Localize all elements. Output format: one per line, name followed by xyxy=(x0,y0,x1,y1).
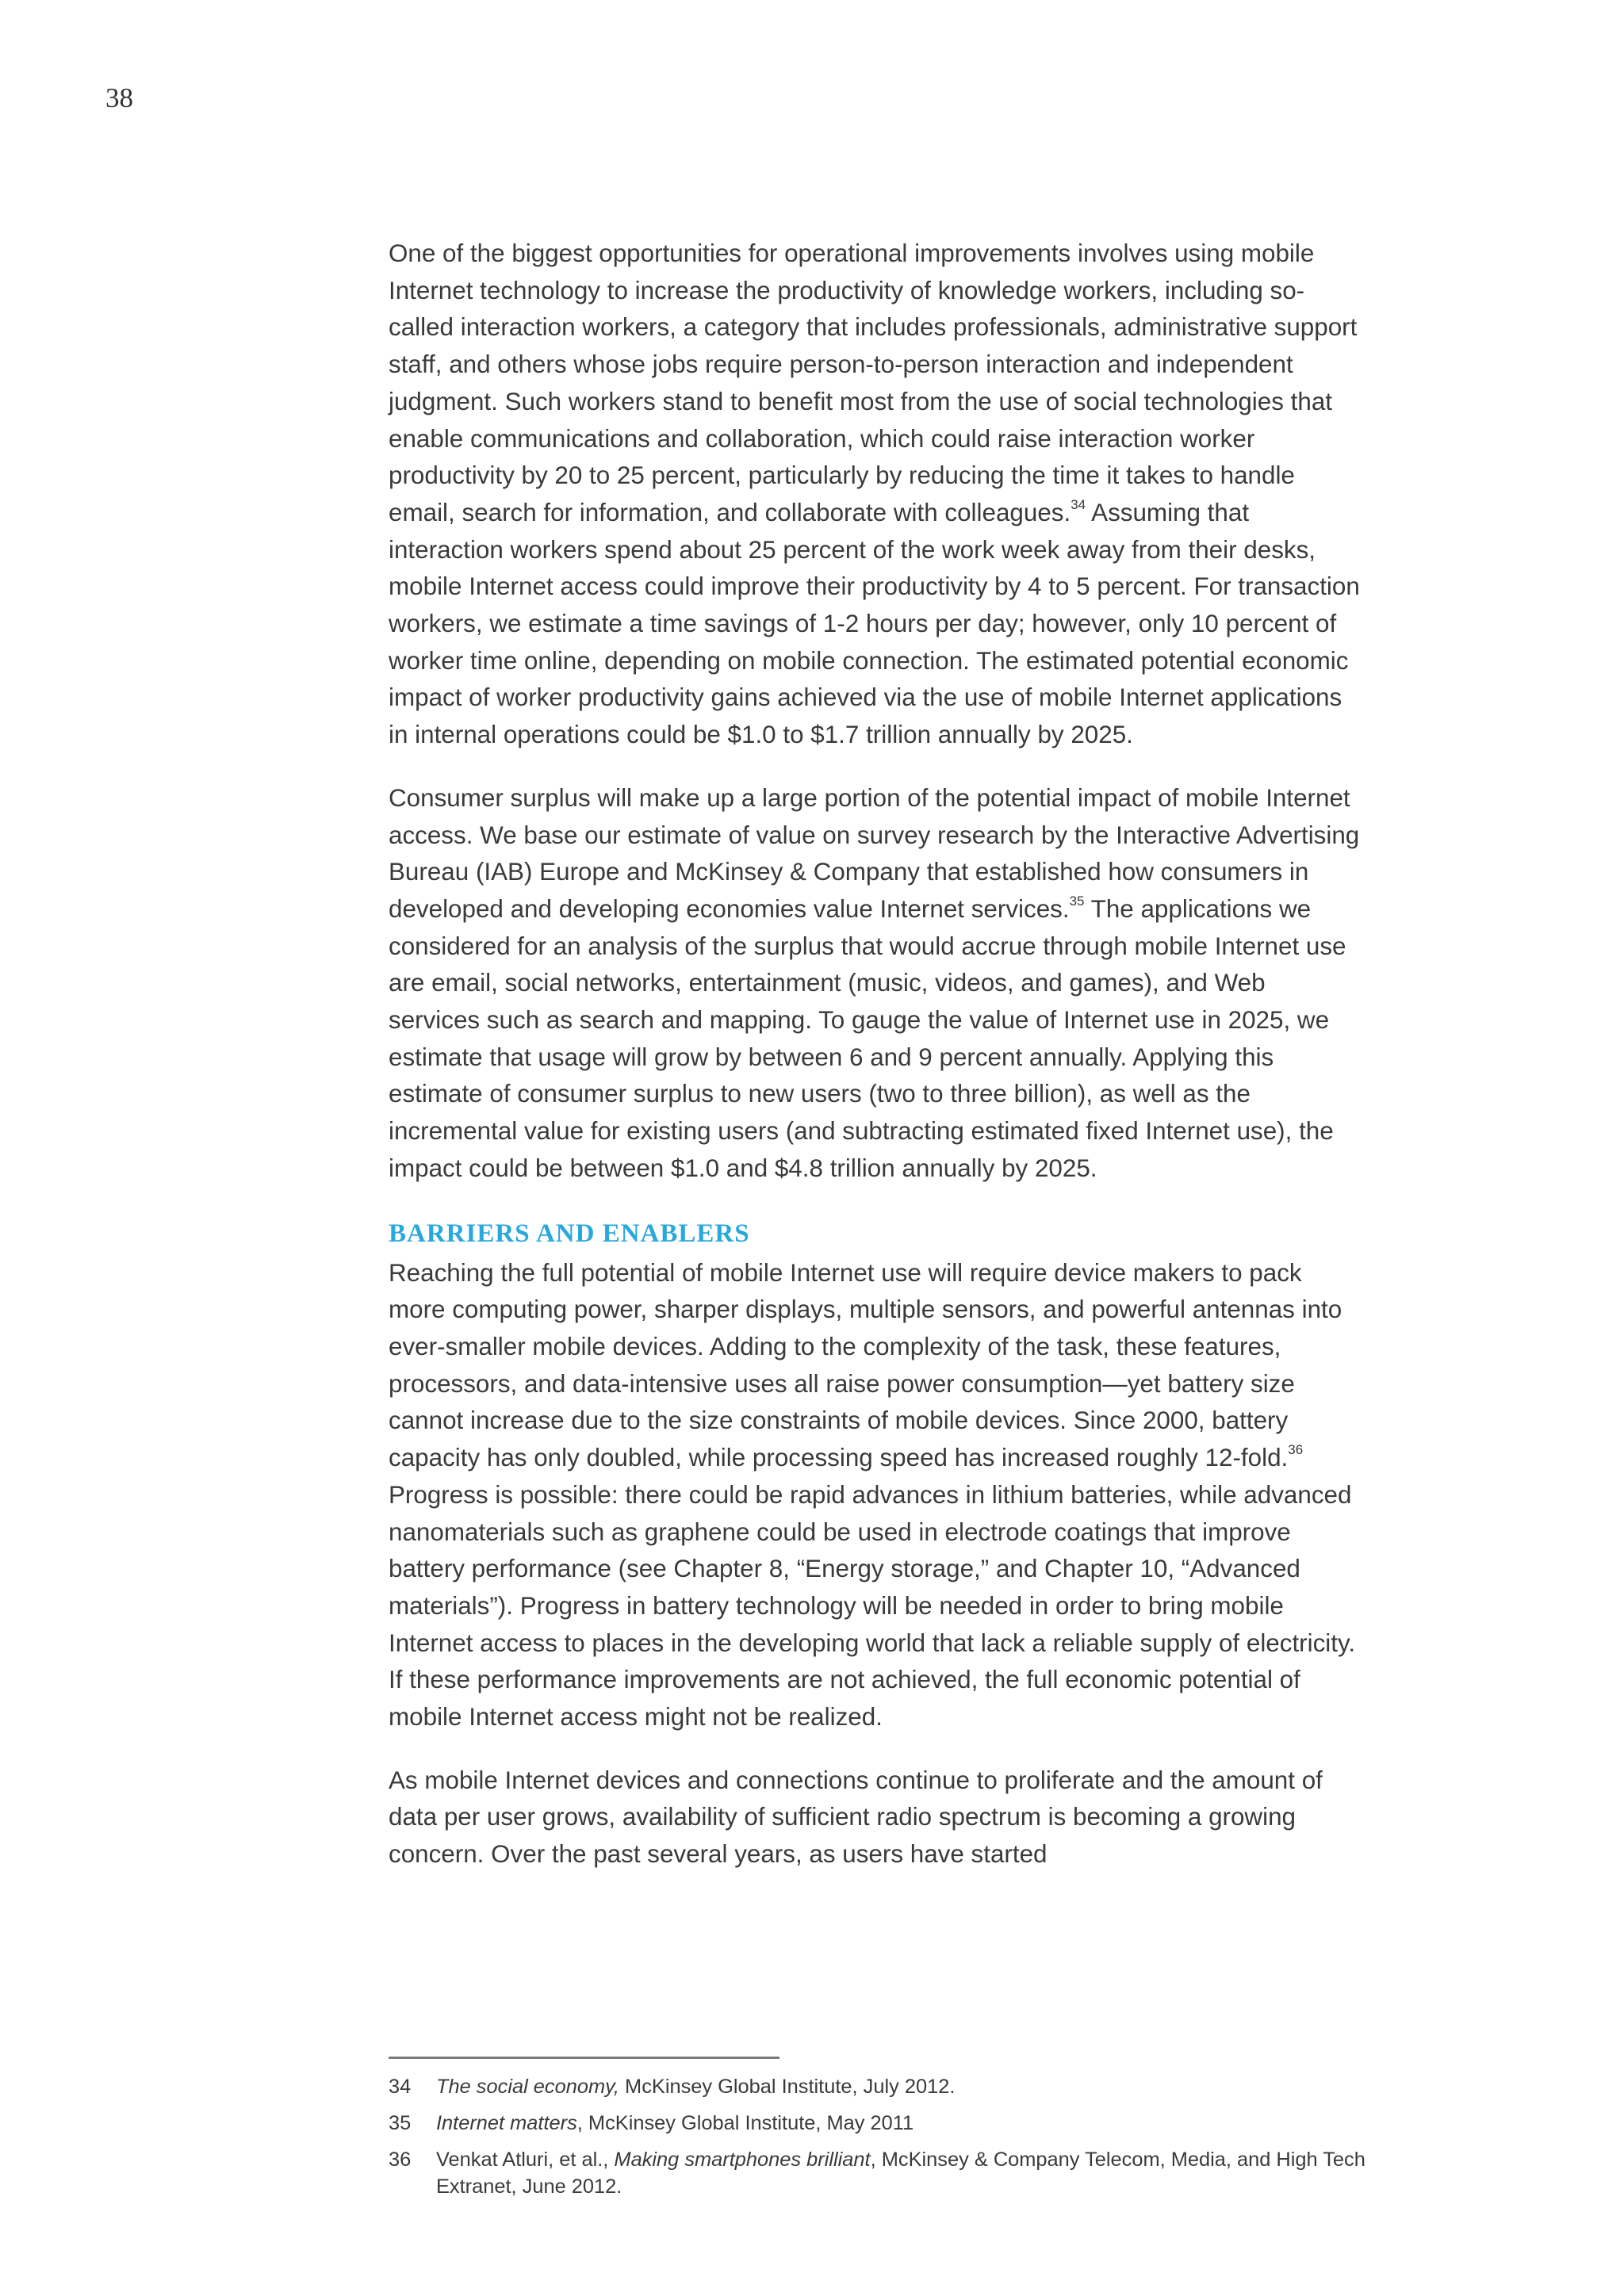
paragraph-text: The applications we considered for an analysis of the surplus that would accrue through mobile Internet use are email, social networks, entertainment (music, videos, and games), and Web services such as search and mapping. To gauge the value of Internet use in 2025, we estimate that usage will grow by between 6 and 9 percent annually. Applying this estimate of consumer surplus to new users (two to three billion), as well as the incremental value for existing users (and subtracting estimated fixed Internet use), the impact could be between $1.0 and $4.8 trillion annually by 2025. xyxy=(389,894,1346,1182)
body-paragraph-4: As mobile Internet devices and connections continue to proliferate and the amount of data per user grows, availability of sufficient radio spectrum is becoming a growing concern. Over the past several years, as users have started xyxy=(389,1766,1323,1869)
footnote-source: , McKinsey & Company Telecom, Media, and High Tech Extranet, June 2012. xyxy=(436,2149,1365,2198)
footnotes xyxy=(389,2073,1380,2210)
paragraph-text: Consumer surplus will make up a large portion of the potential impact of mobile Internet access. We base our estimate of value on survey research by the Interactive Advertising Bureau (IAB) Europe and McKinsey & Company that established how consumers in developed and developing economies value Internet services. xyxy=(389,783,1360,923)
body-paragraph-2 xyxy=(389,780,1360,1188)
paragraph-text: Reaching the full potential of mobile Internet use will require device makers to pack more computing power, sharper displays, multiple sensors, and powerful antennas into ever-smaller mobile devices. Adding to the complexity of the task, these features, processors, and data-intensive uses all raise power consumption—yet battery size cannot increase due to the size constraints of mobile devices. Since 2000, battery capacity has only doubled, while processing speed has increased roughly 12-fold. xyxy=(389,1258,1342,1472)
footnote-number: 35 xyxy=(389,2112,412,2134)
footnote-text xyxy=(436,2110,914,2137)
footnote-divider xyxy=(389,2057,779,2059)
footnote-text xyxy=(436,2073,955,2100)
footnote-ref[interactable]: 34 xyxy=(1071,496,1086,512)
body-paragraph-3 xyxy=(389,1255,1360,1736)
main-content xyxy=(389,235,1360,1900)
footnote-34 xyxy=(389,2073,1380,2100)
body-paragraph-1 xyxy=(389,235,1360,754)
paragraph-text: One of the biggest opportunities for operational improvements involves using mobile Internet technology to increase the productivity of knowledge workers, including so-called interaction workers, a category that includes professionals, administrative support staff, and others whose jobs require person-to-person interaction and independent judgment. Such workers stand to benefit most from the use of social technologies that enable communications and collaboration, which could raise interaction worker productivity by 20 to 25 percent, particularly by reducing the time it takes to handle email, search for information, and collaborate with colleagues. xyxy=(389,239,1358,526)
footnote-36 xyxy=(389,2146,1380,2200)
footnote-source: , McKinsey Global Institute, May 2011 xyxy=(576,2112,914,2134)
footnote-author: Venkat Atluri, et al., xyxy=(436,2149,615,2171)
footnote-title: The social economy, xyxy=(436,2076,619,2098)
paragraph-text: Progress is possible: there could be rapid advances in lithium batteries, while advanced nanomaterials such as graphene could be used in electrode coatings that improve battery performance (see Chapter 8, “Energy storage,” and Chapter 10, “Advanced materials”). Progress in battery technology will be needed in order to bring mobile Internet access to places in the developing world that lack a reliable supply of electricity. If these performance improvements are not achieved, the full economic potential of mobile Internet access might not be realized. xyxy=(389,1480,1356,1732)
footnote-title: Internet matters xyxy=(436,2112,577,2134)
page-number: 38 xyxy=(105,82,133,113)
footnote-source: McKinsey Global Institute, July 2012. xyxy=(619,2076,956,2098)
footnote-number: 36 xyxy=(389,2149,412,2171)
section-heading: BARRIERS AND ENABLERS xyxy=(389,1219,750,1248)
footnote-35 xyxy=(389,2110,1380,2137)
footnote-ref[interactable]: 35 xyxy=(1069,893,1085,909)
paragraph-text: Assuming that interaction workers spend about 25 percent of the work week away from their desks, mobile Internet access could improve their productivity by 4 to 5 percent. For transaction workers, we estimate a time savings of 1-2 hours per day; however, only 10 percent of worker time online, depending on mobile connection. The estimated potential economic impact of worker productivity gains achieved via the use of mobile Internet applications in internal operations could be $1.0 to $1.7 trillion annually by 2025. xyxy=(389,498,1360,749)
footnote-text xyxy=(436,2146,1380,2200)
footnote-ref[interactable]: 36 xyxy=(1288,1442,1304,1458)
footnote-title: Making smartphones brilliant xyxy=(614,2149,871,2171)
footnote-number: 34 xyxy=(389,2076,412,2098)
